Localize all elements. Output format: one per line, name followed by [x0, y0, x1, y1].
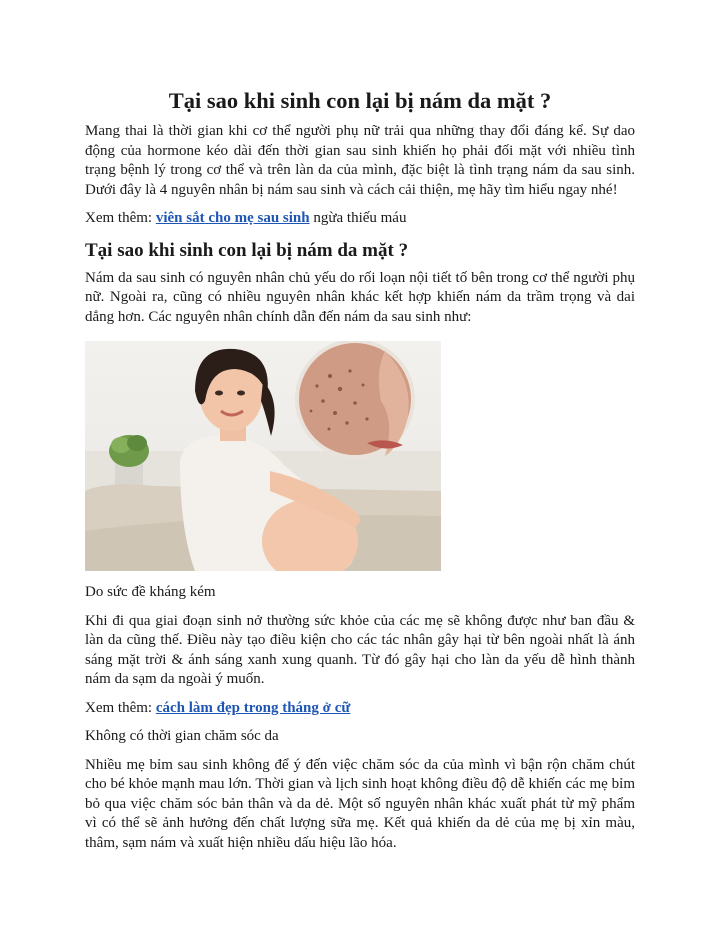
article-body	[85, 86, 635, 853]
cause-2-paragraph: Nhiều mẹ bỉm sau sinh không để ý đến việc chăm sóc da của mình vì bận rộn chăm chút cho bé khỏe mạnh mau lớn. Thời gian và lịch sinh hoạt không điều độ dễ khiến các mẹ bỉm bỏ qua việc chăm sóc bản thân và da dẻ. Một số nguyên nhân khác xuất phát từ mỹ phẩm vì có thể sẽ ảnh hưởng đến chất lượng sữa mẹ. Kết quả khiến da dẻ của mẹ bị xỉn màu, thâm, sạm nám và xuất hiện nhiều dấu hiệu lão hóa.	[85, 756, 635, 851]
section-heading: Tại sao khi sinh con lại bị nám da mặt ?	[85, 239, 409, 261]
causes-intro-paragraph: Nám da sau sinh có nguyên nhân chủ yếu do rối loạn nội tiết tố bên trong cơ thể người phụ nữ. Ngoài ra, cũng có nhiều nguyên nhân khác kết hợp khiến nám da trầm trọng và dai dẳng hơn. Các nguyên nhân chính dẫn đến nám da sau sinh như:	[85, 269, 635, 325]
article-title: Tại sao khi sinh con lại bị nám da mặt ?	[168, 88, 552, 113]
see-more-prefix: Xem thêm:	[85, 699, 156, 716]
cause-1-paragraph: Khi đi qua giai đoạn sinh nở thường sức khỏe của các mẹ sẽ không được như ban đầu & làn da cũng thế. Điều này tạo điều kiện cho các tác nhân gây hại từ bên ngoài nhất là ánh sáng mặt trời & ánh sáng xanh xung quanh. Từ đó gây hại cho làn da yếu dễ hình thành nám da sạm da ngoài ý muốn.	[85, 612, 635, 687]
postpartum-beauty-link[interactable]: cách làm đẹp trong tháng ở cữ	[155, 699, 351, 716]
see-more-line-1	[85, 209, 635, 229]
see-more-suffix: ngừa thiếu máu	[309, 210, 407, 226]
intro-paragraph: Mang thai là thời gian khi cơ thể người phụ nữ trải qua những thay đổi đáng kể. Sự dao động của hormone kéo dài đến thời gian sau sinh khiến họ phải đối mặt với nhiều tình trạng bệnh lý trong cơ thể và trên làn da của mình, đặc biệt là tình trạng nám da sau sinh. Dưới đây là 4 nguyên nhân bị nám sau sinh và cách cải thiện, mẹ hãy tìm hiểu ngay nhé!	[85, 123, 635, 198]
plant-icon	[109, 435, 149, 491]
skin-closeup-icon	[297, 341, 413, 457]
pregnant-woman-photo	[85, 341, 441, 571]
see-more-line-2	[85, 699, 635, 719]
cause-1-title: Do sức đề kháng kém	[85, 584, 216, 600]
cause-2-title: Không có thời gian chăm sóc da	[85, 728, 279, 744]
see-more-prefix: Xem thêm:	[85, 210, 156, 226]
iron-supplement-link[interactable]: viên sắt cho mẹ sau sinh	[155, 210, 310, 226]
photo-illustration	[85, 341, 441, 571]
